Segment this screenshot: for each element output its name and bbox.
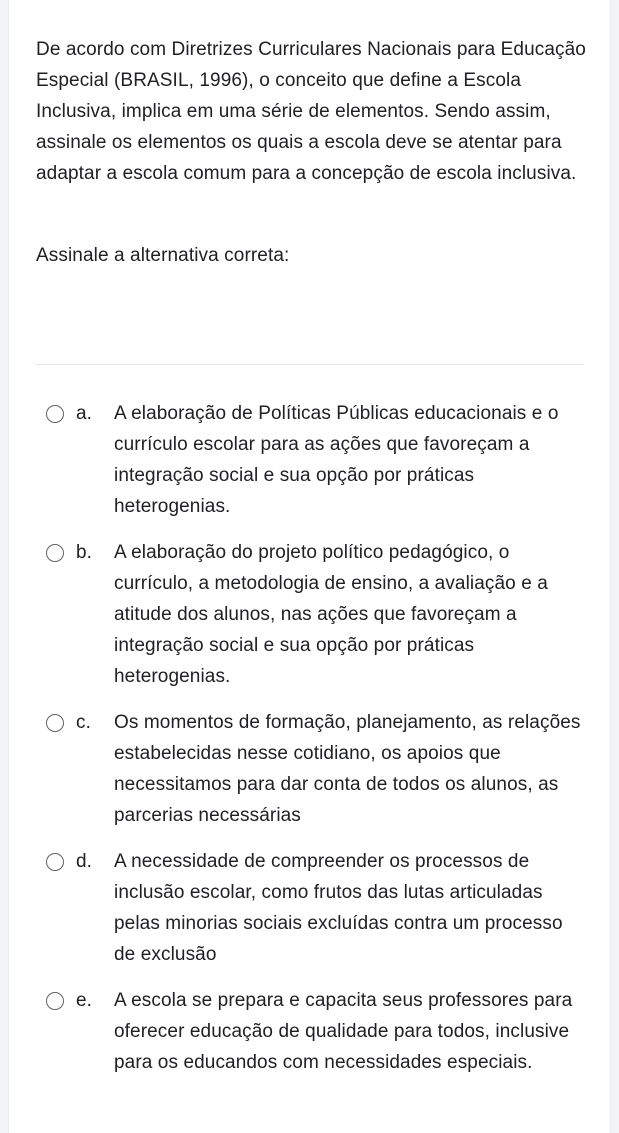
question-block (36, 34, 596, 271)
option-a[interactable] (9, 398, 612, 522)
option-text: A elaboração do projeto político pedagógico, o currículo, a metodologia de ensino, a avaliação e a atitude dos alunos, nas ações que favoreçam a integração social e sua opção por práticas heterogenias. (114, 542, 548, 687)
divider (36, 364, 584, 365)
radio-button[interactable] (46, 544, 64, 562)
question-card (8, 0, 611, 1133)
option-d[interactable] (9, 846, 612, 970)
radio-button[interactable] (46, 714, 64, 732)
option-letter: e. (76, 990, 93, 1011)
question-statement: De acordo com Diretrizes Curriculares Nacionais para Educação Especial (BRASIL, 1996), o conceito que define a Escola Inclusiva, implica em uma série de elementos. Sendo assim, assinale os elementos os quais a escola deve se atentar para adaptar a escola comum para a concepção de escola inclusiva. (36, 39, 586, 184)
option-b[interactable] (9, 537, 612, 692)
option-e[interactable] (9, 985, 612, 1078)
question-prompt: Assinale a alternativa correta: (36, 245, 290, 266)
option-letter: b. (76, 542, 93, 563)
option-letter: c. (76, 712, 91, 733)
radio-button[interactable] (46, 992, 64, 1010)
radio-button[interactable] (46, 853, 64, 871)
option-text: A escola se prepara e capacita seus professores para oferecer educação de qualidade para todos, inclusive para os educandos com necessidades especiais. (114, 990, 573, 1073)
answer-options (9, 398, 612, 1093)
option-letter: a. (76, 403, 93, 424)
option-text: A necessidade de compreender os processos de inclusão escolar, como frutos das lutas articuladas pelas minorias sociais excluídas contra um processo de exclusão (114, 851, 563, 965)
radio-button[interactable] (46, 405, 64, 423)
option-text: A elaboração de Políticas Públicas educacionais e o currículo escolar para as ações que favoreçam a integração social e sua opção por práticas heterogenias. (114, 403, 559, 517)
option-text: Os momentos de formação, planejamento, as relações estabelecidas nesse cotidiano, os apoios que necessitamos para dar conta de todos os alunos, as parcerias necessárias (114, 712, 581, 826)
option-letter: d. (76, 851, 93, 872)
option-c[interactable] (9, 707, 612, 831)
